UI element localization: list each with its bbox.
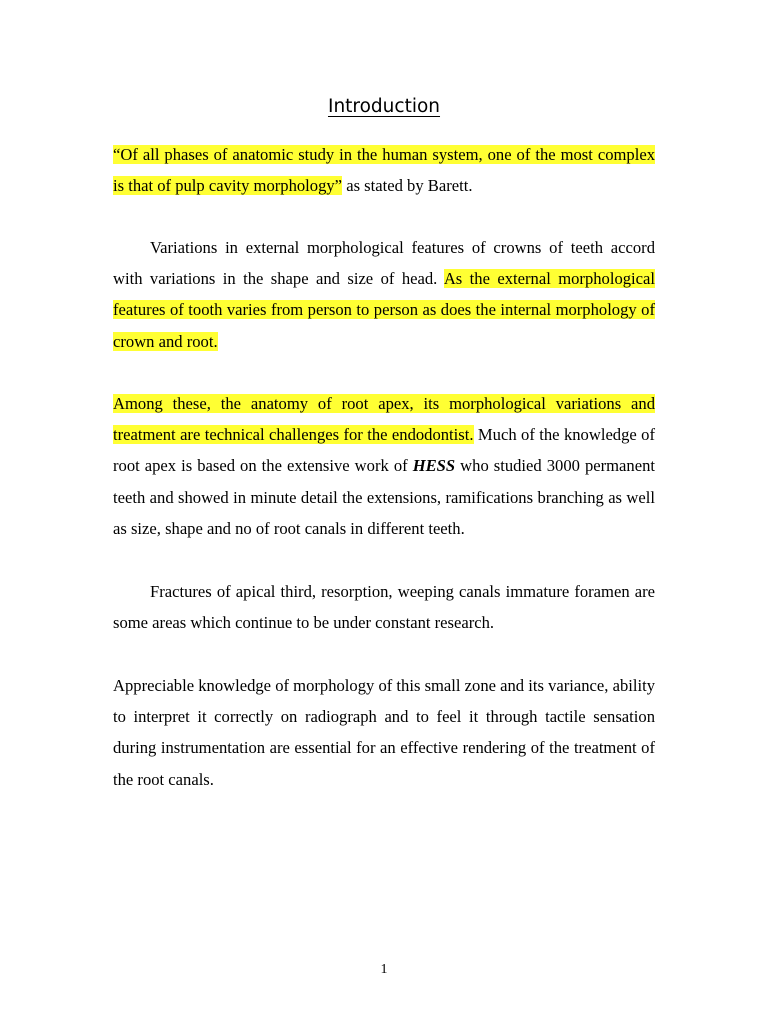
page-title: Introduction [327,96,441,117]
hess-emphasis: HESS [412,456,456,476]
highlighted-quote: “Of all phases of anatomic study in the human system, one of the most complex is that of pulp cavity morphology” [113,145,655,196]
root-apex-text-continued: who studied 3000 permanent teeth and showed in minute detail the extensions, ramifications branching as well as size, shape and no of root canals in different teeth. [113,456,655,538]
page-number: 1 [380,962,388,977]
knowledge-paragraph: Appreciable knowledge of morphology of this small zone and its variance, ability to interpret it correctly on radiograph and to feel it through tactile sensation during instrumentation are essential for an effective rendering of the treatment of the root canals. [113,676,655,789]
fractures-paragraph: Fractures of apical third, resorption, weeping canals immature foramen are some areas which continue to be under constant research. [113,582,655,633]
variations-text: Variations in external morphological features of crowns of teeth accord with variations in the shape and size of head. [113,238,655,289]
variations-paragraph [113,232,655,357]
root-apex-paragraph [113,388,655,544]
quote-attribution: as stated by Barett. [342,176,473,196]
highlighted-root-apex-text: Among these, the anatomy of root apex, its morphological variations and treatment are technical challenges for the endodontist. [113,394,655,445]
root-apex-text: Much of the knowledge of root apex is based on the extensive work of [113,425,655,476]
quote-paragraph [113,139,655,201]
highlighted-variations-text: As the external morphological features of tooth varies from person to person as does the internal morphology of crown and root. [113,269,655,351]
